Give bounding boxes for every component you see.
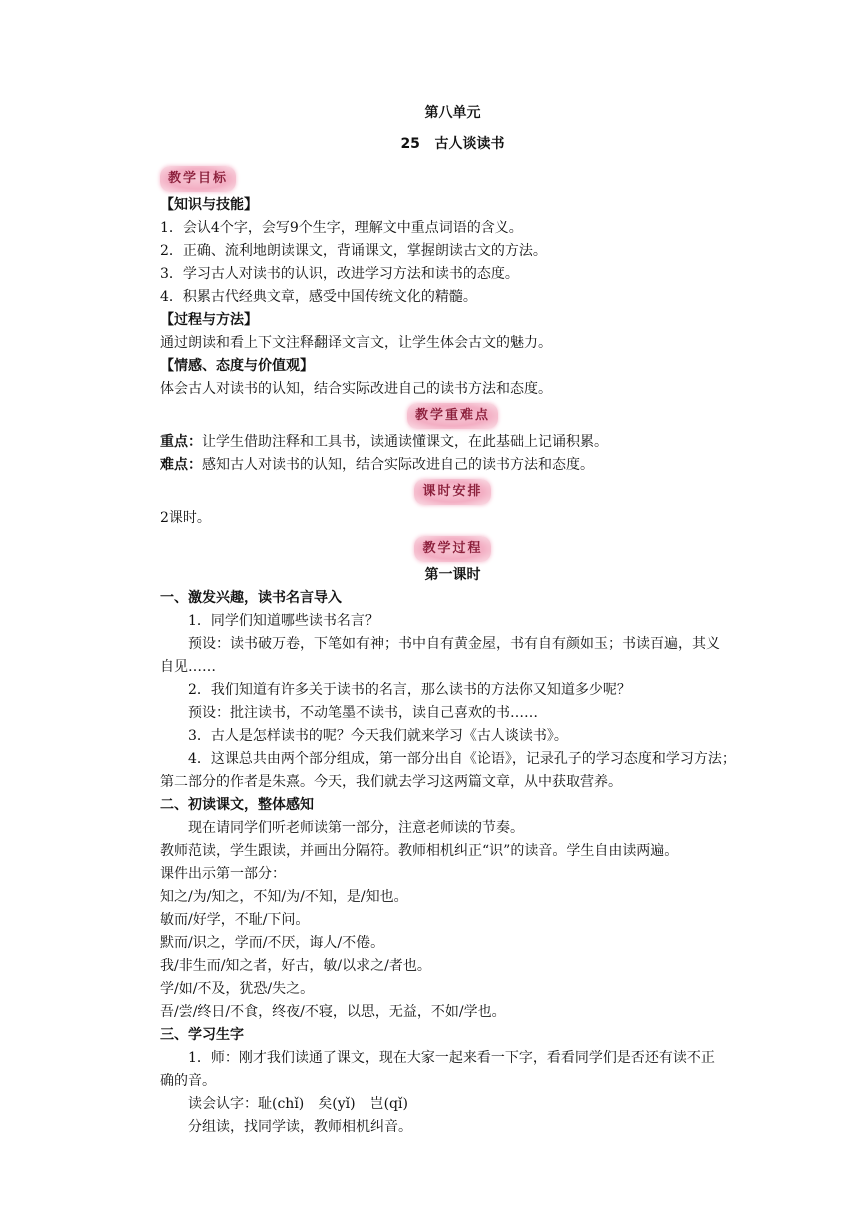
classical-line: 学/如/不及，犹恐/失之。 bbox=[160, 981, 315, 997]
section-heading: 一、激发兴趣，读书名言导入 bbox=[160, 590, 342, 606]
lesson-name: 古人谈读书 bbox=[434, 136, 505, 152]
preset-2: 预设：批注读书，不动笔墨不读书，读自己喜欢的书…… bbox=[188, 705, 538, 721]
hard-point bbox=[160, 454, 745, 477]
section-heading: 二、初读课文，整体感知 bbox=[160, 797, 314, 813]
classical-line: 默而/识之，学而/不厌，诲人/不倦。 bbox=[160, 935, 385, 951]
teacher-line-2: 确的音。 bbox=[160, 1073, 216, 1089]
hard-point-label: 难点： bbox=[160, 457, 202, 473]
group-reading: 分组读，找同学读，教师相机纠音。 bbox=[188, 1119, 412, 1135]
schedule-text: 2课时。 bbox=[160, 510, 211, 526]
key-point-label: 重点： bbox=[160, 434, 202, 450]
goals-badge: 教学目标 bbox=[160, 166, 236, 192]
lesson-title bbox=[160, 133, 745, 156]
knowledge-item: 4．积累古代经典文章，感受中国传统文化的精髓。 bbox=[160, 289, 477, 305]
process-method-heading: 【过程与方法】 bbox=[160, 312, 258, 328]
body-line: 教师范读，学生跟读，并画出分隔符。教师相机纠正“识”的读音。学生自由读两遍。 bbox=[160, 843, 679, 859]
process-badge-row bbox=[160, 534, 745, 564]
lesson-number: 25 bbox=[400, 136, 420, 152]
question-3: 3．古人是怎样读书的呢？今天我们就来学习《古人谈读书》。 bbox=[188, 728, 568, 744]
knowledge-heading: 【知识与技能】 bbox=[160, 197, 258, 213]
section-heading: 三、学习生字 bbox=[160, 1027, 244, 1043]
key-point bbox=[160, 431, 745, 454]
emotion-heading: 【情感、态度与价值观】 bbox=[160, 358, 314, 374]
knowledge-item: 3．学习古人对读书的认识，改进学习方法和读书的态度。 bbox=[160, 266, 519, 282]
schedule-badge-row bbox=[160, 477, 745, 507]
classical-line: 知之/为/知之，不知/为/不知，是/知也。 bbox=[160, 889, 408, 905]
question-4-line-2: 第二部分的作者是朱熹。今天，我们就去学习这两篇文章，从中获取营养。 bbox=[160, 774, 622, 790]
question-1: 1．同学们知道哪些读书名言？ bbox=[188, 613, 379, 629]
key-point-text: 让学生借助注释和工具书，读通读懂课文，在此基础上记诵积累。 bbox=[202, 434, 608, 450]
knowledge-item: 2．正确、流利地朗读课文，背诵课文，掌握朗读古文的方法。 bbox=[160, 243, 547, 259]
classical-line: 敏而/好学，不耻/下问。 bbox=[160, 912, 310, 928]
knowledge-item: 1．会认4个字，会写9个生字，理解文中重点词语的含义。 bbox=[160, 220, 523, 236]
process-method-text: 通过朗读和看上下文注释翻译文言文，让学生体会古文的魅力。 bbox=[160, 335, 552, 351]
body-line: 现在请同学们听老师读第一部分，注意老师读的节奏。 bbox=[188, 820, 524, 836]
unit-title: 第八单元 bbox=[424, 105, 481, 121]
goals-badge-row bbox=[160, 164, 745, 194]
process-badge: 教学过程 bbox=[414, 536, 490, 562]
classical-line: 吾/尝/终日/不食，终夜/不寝，以思，无益，不如/学也。 bbox=[160, 1004, 506, 1020]
teacher-line-1: 1．师：刚才我们读通了课文，现在大家一起来看一下字，看看同学们是否还有读不正 bbox=[188, 1050, 715, 1066]
question-4-line-1: 4．这课总共由两个部分组成，第一部分出自《论语》，记录孔子的学习态度和学习方法； bbox=[188, 751, 736, 767]
body-line: 课件出示第一部分： bbox=[160, 866, 286, 882]
keypoints-badge: 教学重难点 bbox=[407, 403, 498, 429]
keypoints-badge-row bbox=[160, 401, 745, 431]
emotion-text: 体会古人对读书的认知，结合实际改进自己的读书方法和态度。 bbox=[160, 381, 552, 397]
preset-1-line-2: 自见…… bbox=[160, 659, 216, 675]
period-title: 第一课时 bbox=[424, 567, 481, 583]
schedule-badge: 课时安排 bbox=[414, 479, 490, 505]
preset-1-line-1: 预设：读书破万卷，下笔如有神；书中自有黄金屋，书有自有颜如玉；书读百遍，其义 bbox=[188, 636, 720, 652]
recognize-words: 读会认字：耻(chǐ) 矣(yǐ) 岂(qǐ) bbox=[188, 1096, 408, 1112]
document-body bbox=[160, 100, 745, 1139]
question-2: 2．我们知道有许多关于读书的名言，那么读书的方法你又知道多少呢？ bbox=[188, 682, 631, 698]
classical-line: 我/非生而/知之者，好古，敏/以求之/者也。 bbox=[160, 958, 431, 974]
hard-point-text: 感知古人对读书的认知，结合实际改进自己的读书方法和态度。 bbox=[202, 457, 594, 473]
